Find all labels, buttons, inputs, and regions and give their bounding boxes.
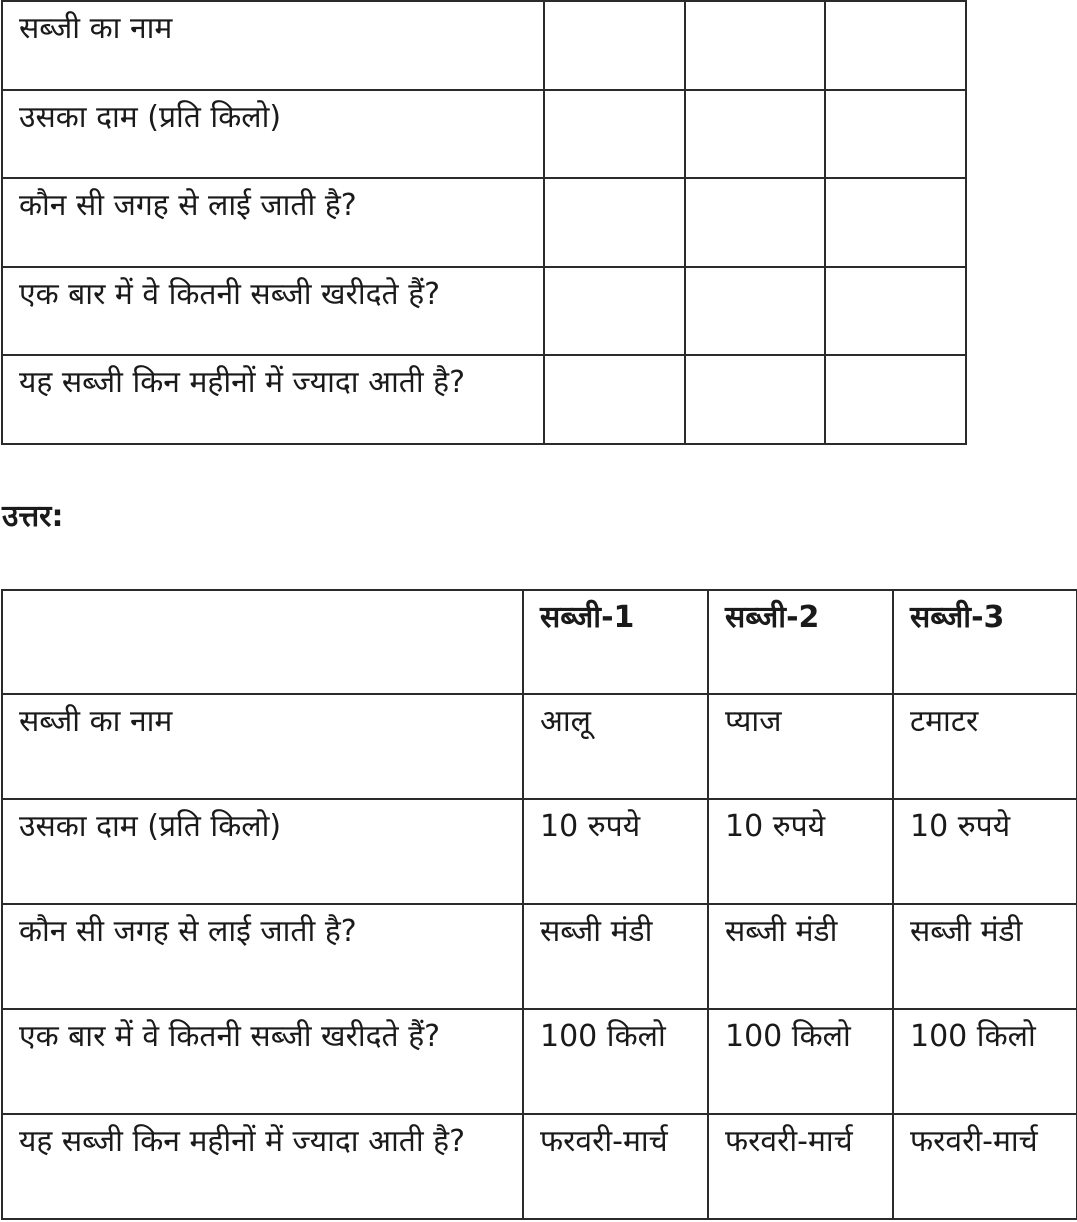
row-label: उसका दाम (प्रति किलो) [2,90,544,179]
question-table [1,0,967,445]
blank-cell [544,1,685,90]
blank-cell [685,267,825,356]
answer-heading: उत्तर: [2,499,64,534]
table-row [2,355,966,444]
table-row [2,694,1077,799]
row-label: कौन सी जगह से लाई जाती है? [2,178,544,267]
table-cell: फरवरी-मार्च [523,1114,708,1219]
header-cell: सब्जी-1 [523,590,708,694]
table-row [2,1009,1077,1114]
table-row [2,267,966,356]
header-cell: सब्जी-2 [708,590,893,694]
answer-table [1,589,1077,1220]
table-cell: सब्जी मंडी [708,904,893,1009]
table-cell: टमाटर [893,694,1077,799]
table-cell: आलू [523,694,708,799]
row-label: उसका दाम (प्रति किलो) [2,799,523,904]
table-cell: 10 रुपये [523,799,708,904]
table-cell: 10 रुपये [893,799,1077,904]
row-label: कौन सी जगह से लाई जाती है? [2,904,523,1009]
table-row [2,90,966,179]
table-row [2,1,966,90]
table-cell: सब्जी मंडी [523,904,708,1009]
table-cell: 10 रुपये [708,799,893,904]
table-row [2,1114,1077,1219]
table-cell: फरवरी-मार्च [708,1114,893,1219]
table-row [2,904,1077,1009]
table-row [2,178,966,267]
blank-cell [685,1,825,90]
table-cell: सब्जी मंडी [893,904,1077,1009]
blank-cell [544,267,685,356]
table-cell: प्याज [708,694,893,799]
blank-cell [825,267,966,356]
row-label: सब्जी का नाम [2,694,523,799]
table-cell: फरवरी-मार्च [893,1114,1077,1219]
blank-cell [544,90,685,179]
row-label: एक बार में वे कितनी सब्जी खरीदते हैं? [2,1009,523,1114]
row-label: सब्जी का नाम [2,1,544,90]
blank-cell [825,1,966,90]
row-label: यह सब्जी किन महीनों में ज्यादा आती है? [2,1114,523,1219]
row-label: एक बार में वे कितनी सब्जी खरीदते हैं? [2,267,544,356]
blank-cell [825,90,966,179]
table-cell: 100 किलो [523,1009,708,1114]
blank-cell [544,355,685,444]
header-cell-empty [2,590,523,694]
blank-cell [685,355,825,444]
blank-cell [825,355,966,444]
blank-cell [685,178,825,267]
blank-cell [685,90,825,179]
blank-cell [825,178,966,267]
table-row [2,799,1077,904]
blank-cell [544,178,685,267]
header-cell: सब्जी-3 [893,590,1077,694]
table-cell: 100 किलो [708,1009,893,1114]
row-label: यह सब्जी किन महीनों में ज्यादा आती है? [2,355,544,444]
table-cell: 100 किलो [893,1009,1077,1114]
table-header-row [2,590,1077,694]
